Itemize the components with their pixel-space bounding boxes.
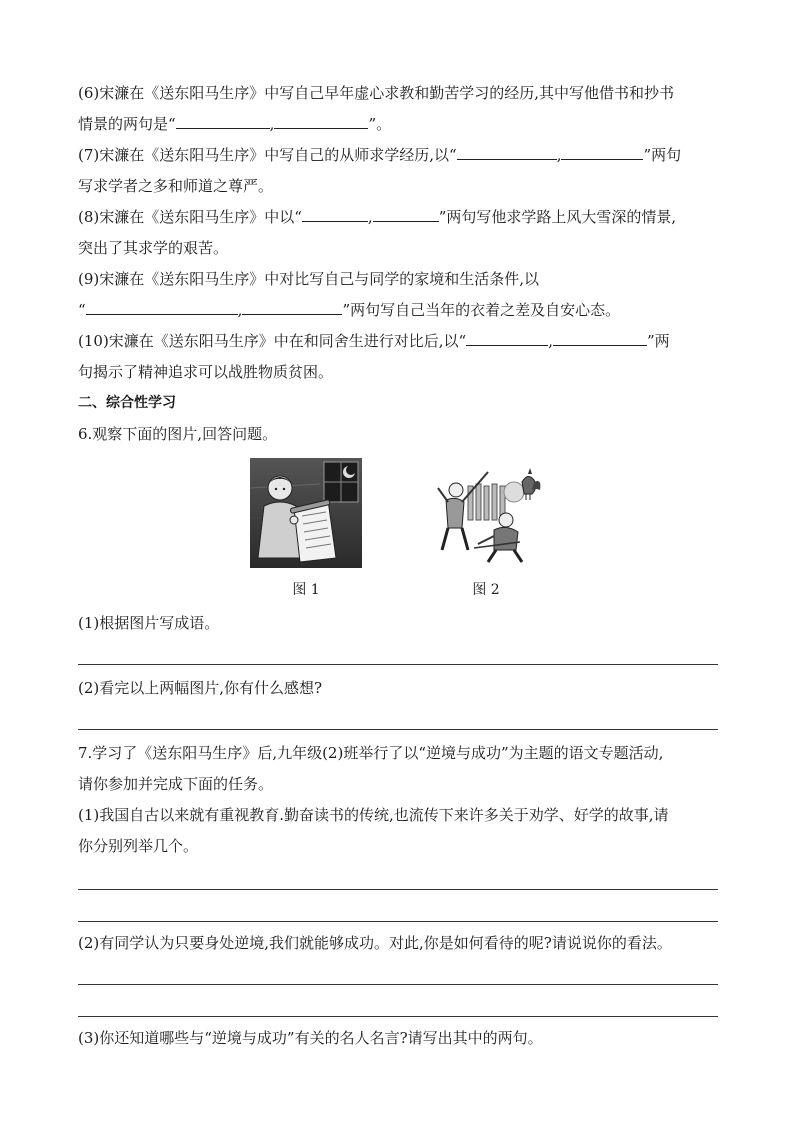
answer-line[interactable] (78, 663, 718, 665)
fill-item-9 (78, 264, 718, 326)
q10-line2: 句揭示了精神追求可以战胜物质贫困。 (78, 363, 334, 381)
answer-blank[interactable] (274, 110, 368, 129)
answer-blank[interactable] (86, 296, 238, 315)
q6-line1: (6)宋濂在《送东阳马生序》中写自己早年虚心求教和勤苦学习的经历,其中写他借书和抄书 (78, 84, 675, 102)
answer-blank[interactable] (242, 296, 342, 315)
q8-text-end: ”两句写他求学路上风大雪深的情景, (438, 208, 677, 226)
q8-line2: 突出了其求学的艰苦。 (78, 239, 229, 257)
question-6-sub2: (2)看完以上两幅图片,你有什么感想? (78, 679, 323, 697)
figure-1-caption: 图 1 (292, 582, 320, 598)
child-reading-scroll-by-moonlight-illustration (250, 458, 362, 568)
answer-blank[interactable] (373, 203, 439, 222)
question-7-sub1 (78, 800, 718, 862)
q7-line2: 写求学者之多和师道之尊严。 (78, 177, 274, 195)
figure-2-caption: 图 2 (472, 582, 500, 598)
q10-text: (10)宋濂在《送东阳马生序》中在和同舍生进行对比后,以“ (78, 332, 467, 350)
question-6-sub1: (1)根据图片写成语。 (78, 614, 220, 632)
fill-item-6 (78, 78, 718, 140)
q6-comma: , (269, 115, 275, 133)
q7-sub1-line1: (1)我国自古以来就有重视教育.勤奋读书的传统,也流传下来许多关于劝学、好学的故事,请 (78, 806, 669, 824)
answer-line[interactable] (78, 728, 718, 730)
q9-quote: “ (78, 301, 86, 319)
q7-stem-line2: 请你参加并完成下面的任务。 (78, 775, 274, 793)
answer-blank[interactable] (176, 110, 270, 129)
answer-line[interactable] (78, 1015, 718, 1017)
answer-blank[interactable] (553, 327, 647, 346)
section-title: 二、综合性学习 (78, 395, 176, 411)
question-6-stem: 6.观察下面的图片,回答问题。 (78, 425, 278, 443)
q6-text: 情景的两句是“ (78, 115, 176, 133)
question-7-stem (78, 738, 718, 800)
q8-text: (8)宋濂在《送东阳马生序》中以“ (78, 208, 302, 226)
q8-comma: , (367, 208, 373, 226)
q9-line1: (9)宋濂在《送东阳马生序》中对比写自己与同学的家境和生活条件,以 (78, 270, 540, 288)
answer-blank[interactable] (561, 141, 643, 160)
answer-line[interactable] (78, 920, 718, 922)
men-practicing-sword-at-rooster-crow-illustration (428, 458, 544, 568)
figure-row (78, 458, 718, 608)
q7-text-end: ”两句 (643, 146, 682, 164)
q9-comma: , (237, 301, 243, 319)
worksheet-page (78, 78, 718, 1054)
q10-text-end: ”两 (647, 332, 670, 350)
fill-item-10 (78, 326, 718, 388)
q9-text-end: ”两句写自己当年的衣着之差及自安心态。 (342, 301, 621, 319)
q7-sub1-line2: 你分别列举几个。 (78, 837, 199, 855)
question-7-sub3: (3)你还知道哪些与“逆境与成功”有关的名人名言?请写出其中的两句。 (78, 1029, 543, 1047)
fill-item-8 (78, 202, 718, 264)
answer-blank[interactable] (302, 203, 368, 222)
q6-text-end: ”。 (368, 115, 392, 133)
answer-blank[interactable] (457, 141, 557, 160)
q7-stem-line1: 7.学习了《送东阳马生序》后,九年级(2)班举行了以“逆境与成功”为主题的语文专题活动, (78, 744, 664, 762)
fill-item-7 (78, 140, 718, 202)
question-7-sub2: (2)有同学认为只要身处逆境,我们就能够成功。对此,你是如何看待的呢?请说说你的看法。 (78, 934, 672, 952)
answer-blank[interactable] (466, 327, 548, 346)
q7-text: (7)宋濂在《送东阳马生序》中写自己的从师求学经历,以“ (78, 146, 457, 164)
q10-comma: , (548, 332, 554, 350)
q7-comma: , (556, 146, 562, 164)
